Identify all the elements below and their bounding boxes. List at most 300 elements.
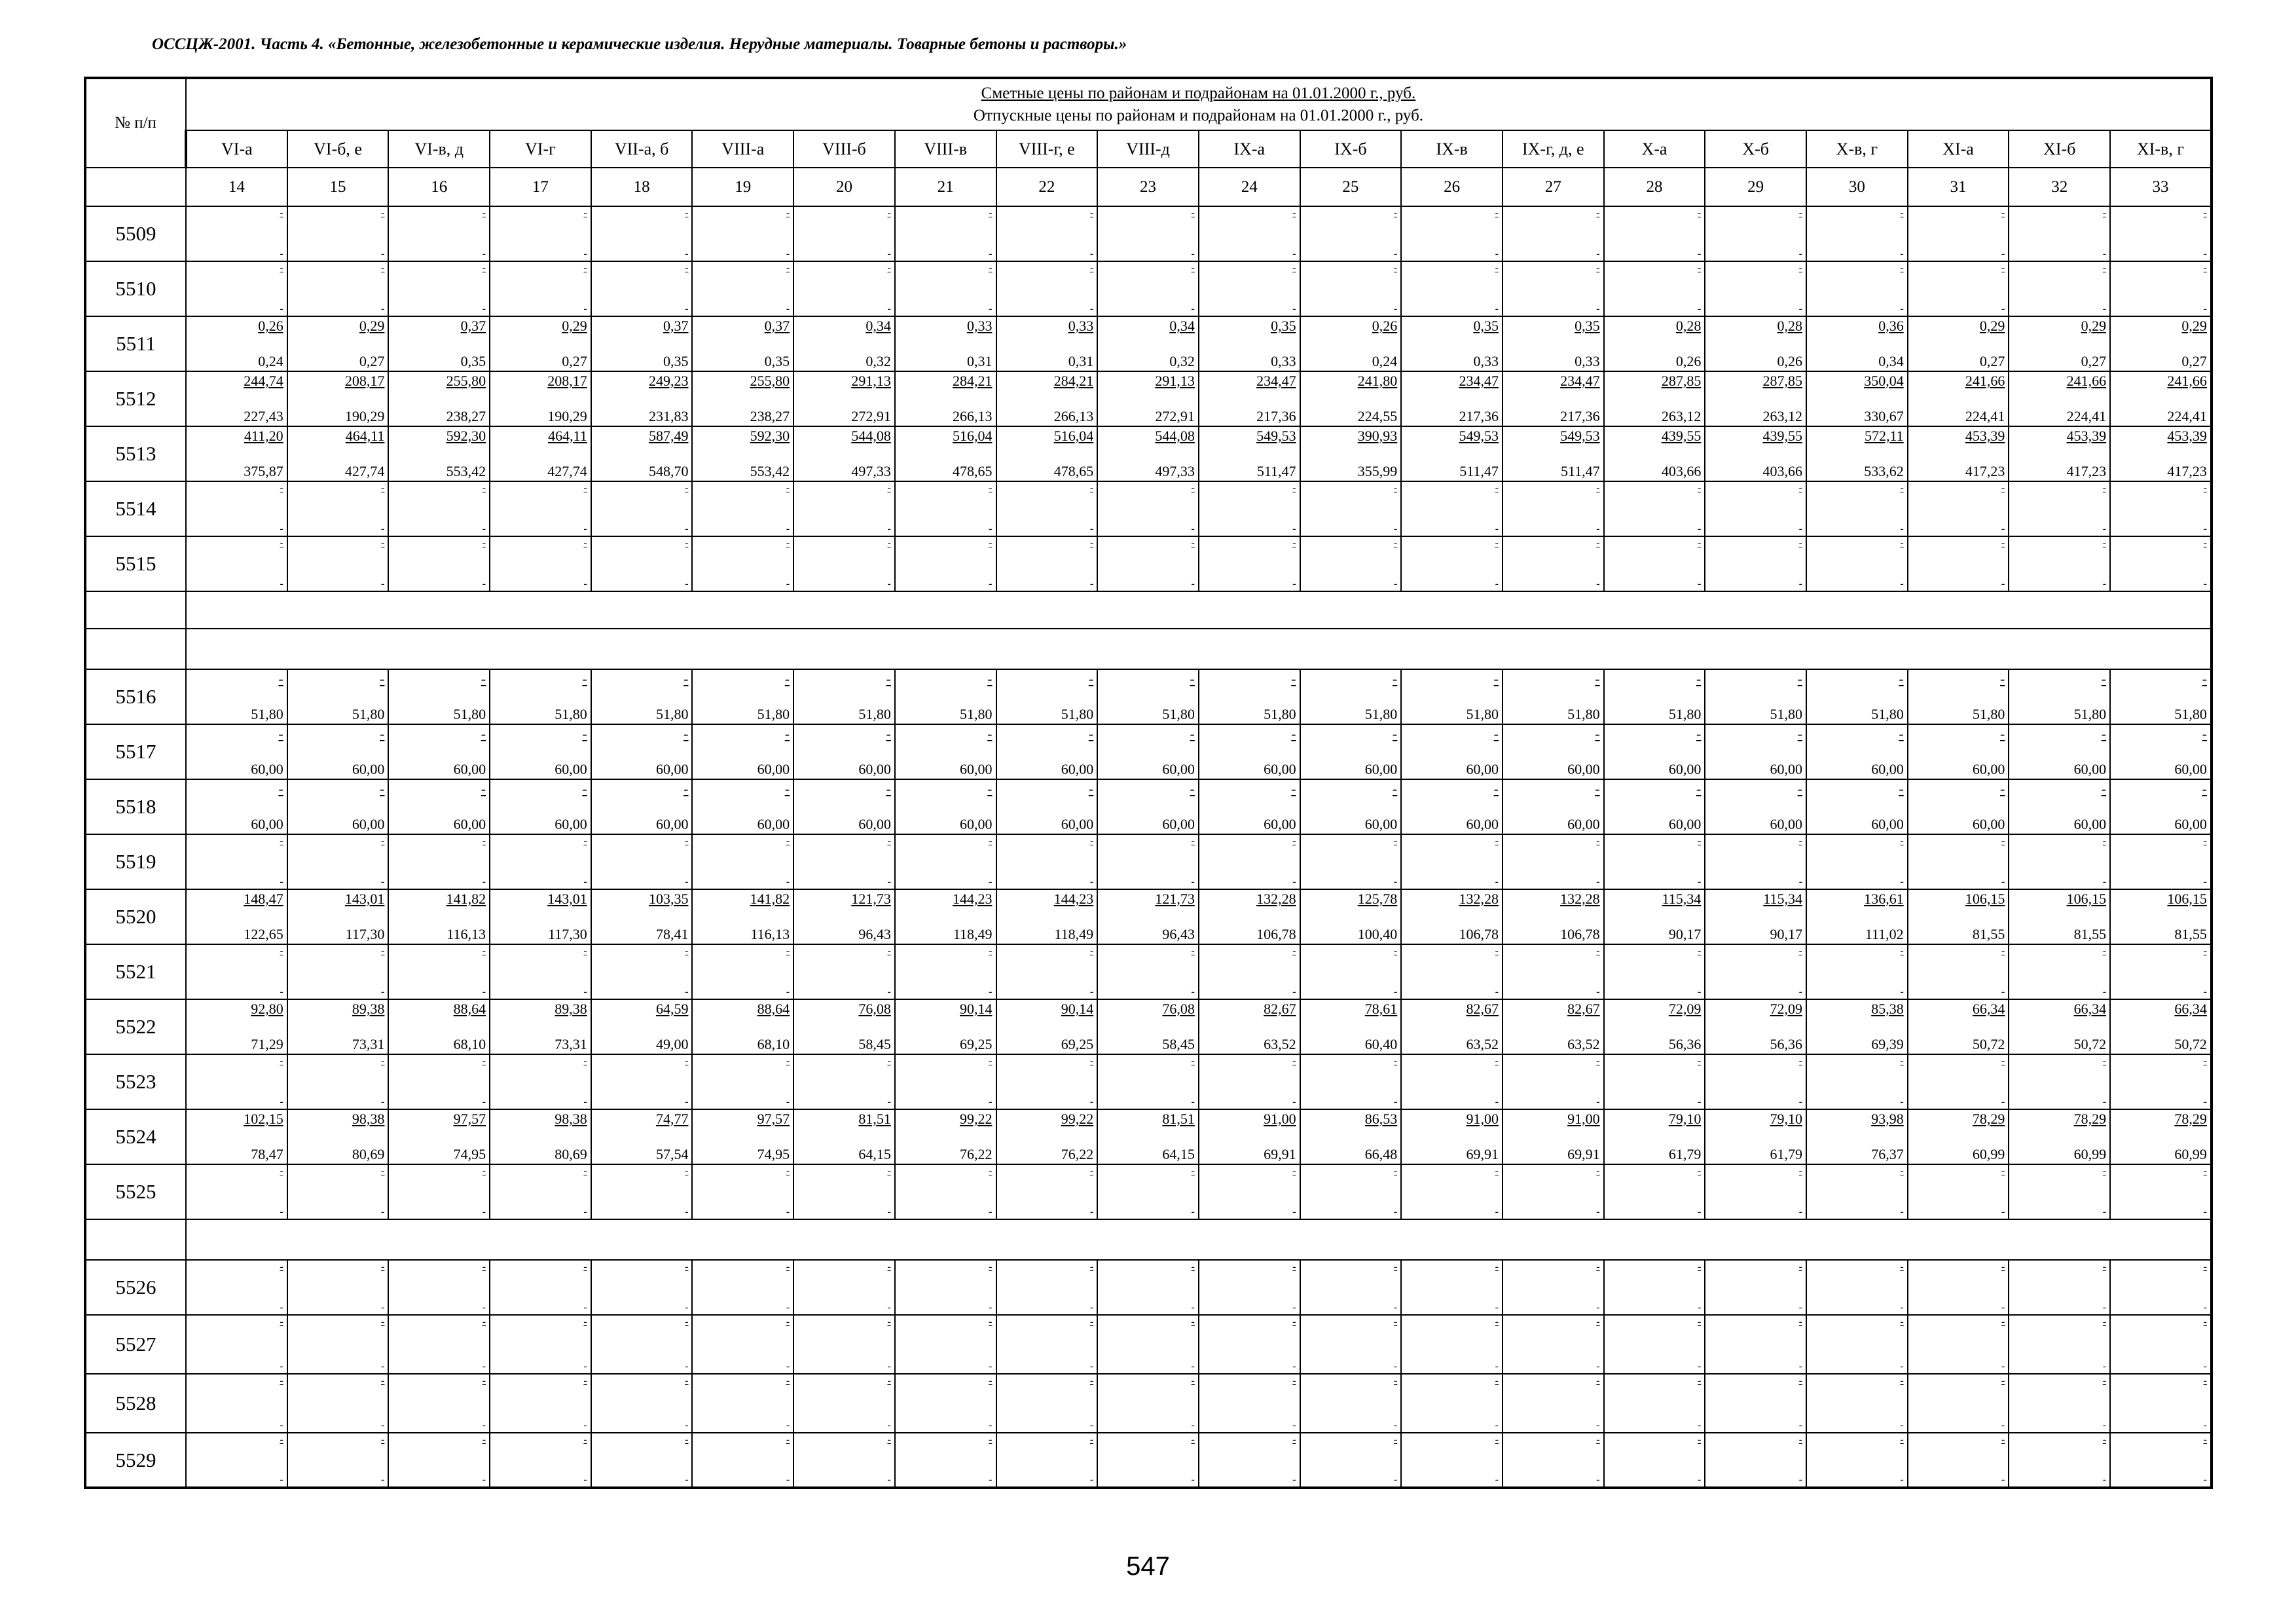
price-cell: [895, 481, 996, 536]
estimated-price: 99,22: [960, 1111, 993, 1127]
estimated-price: -: [1596, 1056, 1600, 1067]
estimated-price: 439,55: [1661, 428, 1702, 444]
release-price: -: [2102, 1474, 2107, 1485]
price-cell: [591, 944, 693, 999]
price-cell: [388, 889, 490, 944]
price-cell: [591, 779, 693, 834]
price-cell: [287, 1109, 389, 1164]
price-cell: [591, 834, 693, 889]
estimated-price: -: [1899, 671, 1904, 687]
estimated-price: -: [280, 483, 283, 494]
release-price: -: [1798, 578, 1802, 589]
release-price: -: [989, 876, 993, 887]
estimated-price: -: [2001, 1166, 2005, 1177]
release-price: 68,10: [453, 1036, 486, 1052]
price-cell: [692, 1433, 793, 1488]
release-price: -: [2001, 1206, 2005, 1217]
estimated-price: -: [1191, 208, 1195, 219]
release-price: -: [583, 1096, 587, 1107]
release-price: -: [482, 1474, 486, 1485]
estimated-price: 125,78: [1357, 891, 1398, 907]
release-price: 60,00: [757, 761, 790, 777]
estimated-price: 0,26: [1372, 318, 1398, 334]
estimated-price: -: [1088, 671, 1094, 687]
estimated-price: -: [1292, 946, 1296, 957]
price-cell: [591, 1374, 693, 1433]
release-price: -: [583, 876, 587, 887]
estimated-price: 241,66: [2167, 373, 2207, 389]
estimated-price: -: [1696, 726, 1702, 742]
estimated-price: -: [381, 1434, 385, 1445]
estimated-price: -: [887, 483, 891, 494]
price-cell: [1604, 481, 1705, 536]
release-price: 60,00: [453, 816, 486, 832]
price-cell: [490, 779, 591, 834]
release-price: 60,00: [1567, 761, 1600, 777]
price-cell: [2110, 481, 2212, 536]
price-cell: [1604, 724, 1705, 779]
estimated-price: -: [1596, 836, 1600, 847]
price-cell: [1604, 206, 1705, 261]
release-price: -: [2203, 1096, 2207, 1107]
release-price: -: [1697, 248, 1702, 259]
price-cell: [388, 536, 490, 591]
price-cell: [1300, 536, 1402, 591]
table-row: [85, 536, 2212, 591]
release-price: 60,99: [1972, 1146, 2005, 1162]
release-price: -: [2102, 1206, 2107, 1217]
release-price: 51,80: [2073, 706, 2107, 722]
estimated-price: -: [887, 946, 891, 957]
release-price: -: [280, 986, 283, 997]
price-cell: [591, 1433, 693, 1488]
price-cell: [895, 779, 996, 834]
estimated-price: -: [1089, 836, 1094, 847]
price-cell: [1300, 724, 1402, 779]
release-price: 76,37: [1871, 1146, 1904, 1162]
release-price: 58,45: [1162, 1036, 1195, 1052]
table-row: [85, 779, 2212, 834]
release-price: -: [1596, 303, 1600, 314]
release-price: -: [482, 986, 486, 997]
estimated-price: 464,11: [345, 428, 385, 444]
estimated-price: -: [786, 1056, 790, 1067]
release-price: -: [1697, 578, 1702, 589]
estimated-price: -: [1495, 1316, 1499, 1327]
release-price: 51,80: [1364, 706, 1398, 722]
release-price: -: [2203, 303, 2207, 314]
price-cell: [1199, 426, 1300, 481]
column-number: 17: [490, 168, 591, 206]
release-price: 56,36: [1668, 1036, 1702, 1052]
release-price: -: [1292, 523, 1296, 534]
release-price: 69,91: [1466, 1146, 1499, 1162]
estimated-price: -: [381, 1375, 385, 1386]
price-cell: [1199, 944, 1300, 999]
price-cell: [186, 724, 287, 779]
release-price: 263,12: [1762, 408, 1802, 424]
estimated-price: 98,38: [555, 1111, 587, 1127]
release-price: 0,24: [1372, 353, 1398, 369]
estimated-price: -: [381, 946, 385, 957]
release-price: 63,52: [1466, 1036, 1499, 1052]
table-row: [85, 944, 2212, 999]
release-price: -: [1798, 1206, 1802, 1217]
estimated-price: 0,34: [866, 318, 891, 334]
release-price: -: [1089, 303, 1094, 314]
price-cell: [1604, 316, 1705, 371]
price-cell: [1503, 1109, 1604, 1164]
release-price: 57,54: [655, 1146, 689, 1162]
estimated-price: -: [1495, 836, 1499, 847]
price-cell: [1199, 261, 1300, 316]
release-price: 417,23: [1965, 463, 2005, 479]
price-cell: [895, 316, 996, 371]
release-price: -: [1495, 523, 1499, 534]
price-cell: [895, 1260, 996, 1315]
col-num-header: № п/п: [85, 78, 186, 168]
region-header: XI-в, г: [2110, 130, 2212, 168]
estimated-price: -: [989, 483, 993, 494]
column-number: 22: [996, 168, 1098, 206]
release-price: 266,13: [953, 408, 993, 424]
release-price: -: [1393, 876, 1398, 887]
price-cell: [793, 261, 895, 316]
estimated-price: 587,49: [648, 428, 689, 444]
estimated-price: 0,37: [460, 318, 486, 334]
estimated-price: -: [1495, 1261, 1499, 1272]
price-cell: [1199, 889, 1300, 944]
release-price: -: [1393, 248, 1398, 259]
region-header: VII-а, б: [591, 130, 693, 168]
price-cell: [1705, 889, 1806, 944]
release-price: 272,91: [1155, 408, 1195, 424]
estimated-price: -: [989, 1261, 993, 1272]
estimated-price: 0,36: [1878, 318, 1904, 334]
release-price: -: [887, 876, 891, 887]
estimated-price: 78,61: [1364, 1001, 1398, 1017]
release-price: -: [280, 578, 283, 589]
release-price: -: [1191, 578, 1195, 589]
release-price: 497,33: [851, 463, 891, 479]
release-price: 78,41: [655, 926, 689, 942]
estimated-price: -: [582, 671, 587, 687]
release-price: 553,42: [750, 463, 790, 479]
price-cell: [2009, 1054, 2110, 1109]
estimated-price: -: [1697, 1166, 1702, 1177]
release-price: -: [1495, 1206, 1499, 1217]
price-cell: [996, 724, 1098, 779]
region-header: X-в, г: [1806, 130, 1908, 168]
price-cell: [1097, 944, 1199, 999]
release-price: -: [1089, 1361, 1094, 1372]
release-price: -: [1798, 303, 1802, 314]
release-price: 190,29: [547, 408, 587, 424]
item-number: 5512: [85, 371, 186, 426]
estimated-price: -: [1392, 671, 1398, 687]
estimated-price: -: [1798, 946, 1802, 957]
price-cell: [1908, 316, 2009, 371]
release-price: 116,13: [446, 926, 486, 942]
price-cell: [1705, 1109, 1806, 1164]
price-cell: [793, 1374, 895, 1433]
price-cell: [2110, 1433, 2212, 1488]
estimated-price: 234,47: [1560, 373, 1600, 389]
table-row: [85, 371, 2212, 426]
release-price: -: [1495, 578, 1499, 589]
release-price: -: [786, 1420, 790, 1431]
release-price: -: [2102, 1096, 2107, 1107]
release-price: -: [1900, 303, 1904, 314]
price-cell: [1503, 1374, 1604, 1433]
price-cell: [1199, 1315, 1300, 1374]
release-price: 0,26: [1675, 353, 1702, 369]
estimated-price: -: [1292, 1375, 1296, 1386]
estimated-price: -: [989, 1375, 993, 1386]
release-price: -: [482, 523, 486, 534]
estimated-price: -: [887, 1261, 891, 1272]
price-cell: [1300, 889, 1402, 944]
price-cell: [1503, 724, 1604, 779]
price-cell: [2009, 1260, 2110, 1315]
estimated-price: -: [280, 1056, 283, 1067]
price-cell: [1503, 1433, 1604, 1488]
estimated-price: -: [1900, 836, 1904, 847]
column-number: 27: [1503, 168, 1604, 206]
estimated-price: -: [1798, 1166, 1802, 1177]
estimated-price: 144,23: [953, 891, 993, 907]
release-price: -: [1495, 1096, 1499, 1107]
price-cell: [490, 426, 591, 481]
release-price: 60,00: [1668, 816, 1702, 832]
price-cell: [1300, 1164, 1402, 1219]
estimated-price: -: [2102, 1434, 2107, 1445]
estimated-price: -: [1697, 1434, 1702, 1445]
estimated-price: 66,34: [2174, 1001, 2207, 1017]
price-cell: [2009, 889, 2110, 944]
price-cell: [1705, 669, 1806, 724]
price-cell: [1199, 1374, 1300, 1433]
estimated-price: 78,29: [2174, 1111, 2207, 1127]
release-price: 69,25: [960, 1036, 993, 1052]
estimated-price: 98,38: [352, 1111, 385, 1127]
item-number: 5526: [85, 1260, 186, 1315]
release-price: -: [381, 303, 385, 314]
price-cell: [996, 1374, 1098, 1433]
estimated-price: -: [786, 1375, 790, 1386]
price-cell: [1604, 1164, 1705, 1219]
release-price: -: [2001, 1361, 2005, 1372]
estimated-price: -: [583, 1316, 587, 1327]
price-cell: [2009, 834, 2110, 889]
release-price: 90,17: [1770, 926, 1802, 942]
price-cell: [1503, 834, 1604, 889]
price-cell: [186, 889, 287, 944]
blank-cell: [85, 591, 186, 629]
price-cell: [692, 889, 793, 944]
price-cell: [1097, 999, 1199, 1054]
price-cell: [895, 536, 996, 591]
estimated-price: -: [1697, 1316, 1702, 1327]
estimated-price: 78,29: [1972, 1111, 2005, 1127]
price-cell: [1401, 1109, 1503, 1164]
release-price: 51,80: [960, 706, 993, 722]
release-price: 56,36: [1770, 1036, 1802, 1052]
estimated-price: -: [786, 263, 790, 274]
estimated-price: -: [989, 1316, 993, 1327]
price-cell: [388, 481, 490, 536]
release-price: -: [1495, 1302, 1499, 1313]
price-cell: [490, 1433, 591, 1488]
price-cell: [186, 1260, 287, 1315]
release-price: 51,80: [352, 706, 385, 722]
price-cell: [287, 536, 389, 591]
estimated-price: 291,13: [1155, 373, 1195, 389]
release-price: 60,00: [2174, 816, 2207, 832]
price-cell: [591, 371, 693, 426]
release-price: -: [1089, 986, 1094, 997]
release-price: -: [1697, 1302, 1702, 1313]
release-price: -: [1596, 1096, 1600, 1107]
estimated-price: 91,00: [1264, 1111, 1296, 1127]
estimated-price: -: [1393, 1056, 1398, 1067]
price-cell: [1097, 1054, 1199, 1109]
estimated-price: -: [1797, 671, 1802, 687]
release-price: -: [887, 986, 891, 997]
column-number: 30: [1806, 168, 1908, 206]
release-price: -: [2001, 303, 2005, 314]
price-cell: [692, 1164, 793, 1219]
estimated-price: -: [1393, 946, 1398, 957]
release-price: -: [1900, 1361, 1904, 1372]
price-cell: [1199, 1260, 1300, 1315]
estimated-price: -: [1089, 1316, 1094, 1327]
price-cell: [388, 669, 490, 724]
region-header: VI-б, е: [287, 130, 389, 168]
estimated-price: -: [2102, 538, 2107, 549]
price-cell: [1300, 944, 1402, 999]
header-row-column-numbers: [85, 168, 2212, 206]
release-price: 227,43: [244, 408, 283, 424]
release-price: 60,00: [352, 761, 385, 777]
price-cell: [996, 536, 1098, 591]
release-price: -: [1798, 1302, 1802, 1313]
release-price: 111,02: [1865, 926, 1904, 942]
price-cell: [2009, 724, 2110, 779]
estimated-price: 0,26: [258, 318, 283, 334]
price-cell: [1199, 481, 1300, 536]
release-price: 60,00: [555, 761, 587, 777]
release-price: -: [1089, 1302, 1094, 1313]
release-price: 60,00: [1770, 816, 1802, 832]
estimated-price: -: [280, 1375, 283, 1386]
estimated-price: 241,66: [2066, 373, 2107, 389]
price-cell: [287, 724, 389, 779]
price-cell: [1300, 481, 1402, 536]
release-price: 51,80: [1264, 706, 1296, 722]
estimated-price: -: [2001, 1261, 2005, 1272]
price-cell: [1908, 426, 2009, 481]
price-cell: [692, 481, 793, 536]
estimated-price: -: [2102, 208, 2107, 219]
release-price: -: [1292, 986, 1296, 997]
estimated-price: 91,00: [1466, 1111, 1499, 1127]
estimated-price: 287,85: [1762, 373, 1802, 389]
estimated-price: 0,37: [663, 318, 689, 334]
estimated-price: -: [1292, 1166, 1296, 1177]
release-price-title: Отпускные цены по районам и подрайонам на 01.01.2000 г., руб.: [973, 106, 1424, 124]
price-cell: [1401, 1164, 1503, 1219]
price-cell: [1806, 944, 1908, 999]
price-cell: [1908, 669, 2009, 724]
release-price: -: [989, 1474, 993, 1485]
price-cell: [1705, 1374, 1806, 1433]
release-price: 118,49: [953, 926, 993, 942]
release-price: 60,00: [1264, 816, 1296, 832]
release-price: 81,55: [2073, 926, 2107, 942]
release-price: -: [887, 1420, 891, 1431]
price-cell: [287, 1315, 389, 1374]
estimated-price: 453,39: [2066, 428, 2107, 444]
price-cell: [287, 206, 389, 261]
price-cell: [895, 1433, 996, 1488]
estimated-price: -: [1392, 781, 1398, 797]
item-number: 5513: [85, 426, 186, 481]
price-cell: [1705, 1260, 1806, 1315]
column-number: 18: [591, 168, 693, 206]
release-price: -: [2203, 876, 2207, 887]
price-cell: [1604, 536, 1705, 591]
release-price: 64,15: [858, 1146, 891, 1162]
price-cell: [490, 316, 591, 371]
price-cell: [1806, 889, 1908, 944]
estimated-price: -: [1900, 1261, 1904, 1272]
estimated-price: 549,53: [1256, 428, 1296, 444]
release-price: -: [2102, 248, 2107, 259]
estimated-price: 453,39: [1965, 428, 2005, 444]
release-price: -: [989, 1361, 993, 1372]
estimated-price: 88,64: [757, 1001, 790, 1017]
release-price: 0,35: [663, 353, 689, 369]
price-cell: [1401, 1260, 1503, 1315]
estimated-price: -: [1191, 946, 1195, 957]
release-price: -: [1900, 1474, 1904, 1485]
price-cell: [2110, 1374, 2212, 1433]
release-price: 74,95: [453, 1146, 486, 1162]
estimated-price: -: [2102, 1375, 2107, 1386]
price-cell: [1806, 1374, 1908, 1433]
release-price: -: [786, 523, 790, 534]
estimated-price: -: [1797, 781, 1802, 797]
price-cell: [1604, 1260, 1705, 1315]
release-price: 51,80: [1770, 706, 1802, 722]
estimated-price: -: [1596, 1434, 1600, 1445]
estimated-price: -: [2001, 1056, 2005, 1067]
price-cell: [996, 944, 1098, 999]
item-number: 5524: [85, 1109, 186, 1164]
release-price: -: [381, 1302, 385, 1313]
estimated-price: -: [685, 263, 689, 274]
release-price: -: [1798, 1361, 1802, 1372]
release-price: 60,00: [1264, 761, 1296, 777]
estimated-price: 255,80: [446, 373, 486, 389]
price-cell: [1806, 779, 1908, 834]
price-cell: [1908, 944, 2009, 999]
price-cell: [2009, 536, 2110, 591]
estimated-price: -: [1393, 1375, 1398, 1386]
release-price: -: [989, 303, 993, 314]
price-cell: [996, 206, 1098, 261]
